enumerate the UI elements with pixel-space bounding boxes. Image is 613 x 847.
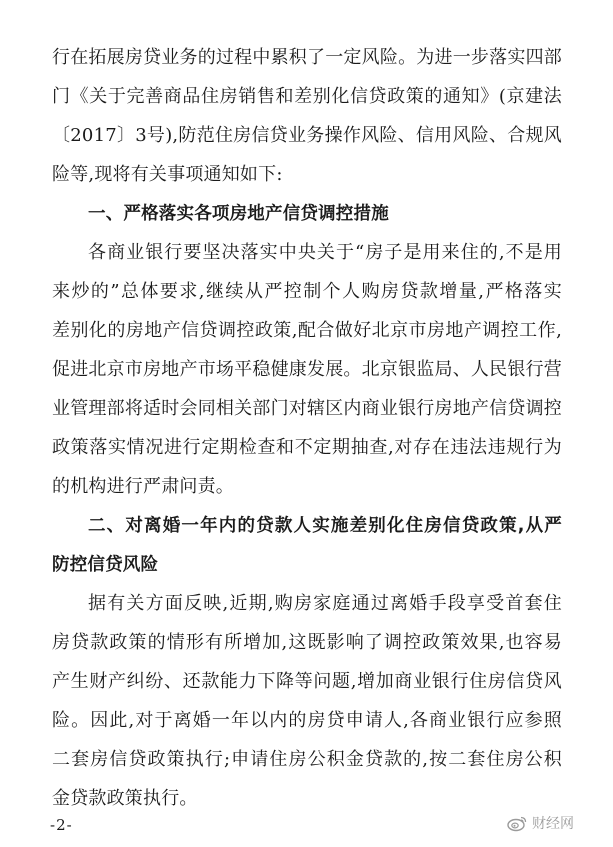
body-line: 来炒的”总体要求,继续从严控制个人购房贷款增量,严格落实 xyxy=(52,281,562,302)
watermark-text: 财经网 xyxy=(532,816,574,832)
body-line: 产生财产纠纷、还款能力下降等问题,增加商业银行住房信贷风 xyxy=(52,671,562,692)
body-line: 房贷款政策的情形有所增加,这既影响了调控政策效果,也容易 xyxy=(52,632,562,653)
body-line: 差别化的房地产信贷调控政策,配合做好北京市房地产调控工作, xyxy=(52,320,562,341)
body-line: 门《关于完善商品住房销售和差别化信贷政策的通知》(京建法 xyxy=(52,86,562,107)
body-line: 各商业银行要坚决落实中央关于“房子是用来住的,不是用 xyxy=(88,242,562,263)
body-line: 险。因此,对于离婚一年以内的房贷申请人,各商业银行应参照 xyxy=(52,710,562,731)
body-line: 〔2017〕3号),防范住房信贷业务操作风险、信用风险、合规风 xyxy=(52,125,562,146)
body-line: 的机构进行严肃问责。 xyxy=(52,476,234,497)
weibo-watermark xyxy=(506,813,574,833)
page-number: -2- xyxy=(50,816,73,834)
section-heading-2: 二、对离婚一年内的贷款人实施差别化住房信贷政策,从严 xyxy=(88,516,562,536)
body-line: 促进北京市房地产市场平稳健康发展。北京银监局、人民银行营 xyxy=(52,359,562,380)
body-line: 行在拓展房贷业务的过程中累积了一定风险。为进一步落实四部 xyxy=(52,47,562,68)
body-line: 政策落实情况进行定期检查和不定期抽查,对存在违法违规行为 xyxy=(52,437,562,458)
body-line: 业管理部将适时会同相关部门对辖区内商业银行房地产信贷调控 xyxy=(52,398,562,419)
body-line: 二套房信贷政策执行;申请住房公积金贷款的,按二套住房公积 xyxy=(52,749,562,770)
body-line: 险等,现将有关事项通知如下: xyxy=(52,164,283,185)
body-line: 据有关方面反映,近期,购房家庭通过离婚手段享受首套住 xyxy=(88,593,562,614)
section-heading-2-cont: 防控信贷风险 xyxy=(52,555,159,575)
body-line: 金贷款政策执行。 xyxy=(52,788,198,809)
weibo-icon xyxy=(506,814,528,832)
section-heading-1: 一、严格落实各项房地产信贷调控措施 xyxy=(88,204,389,224)
